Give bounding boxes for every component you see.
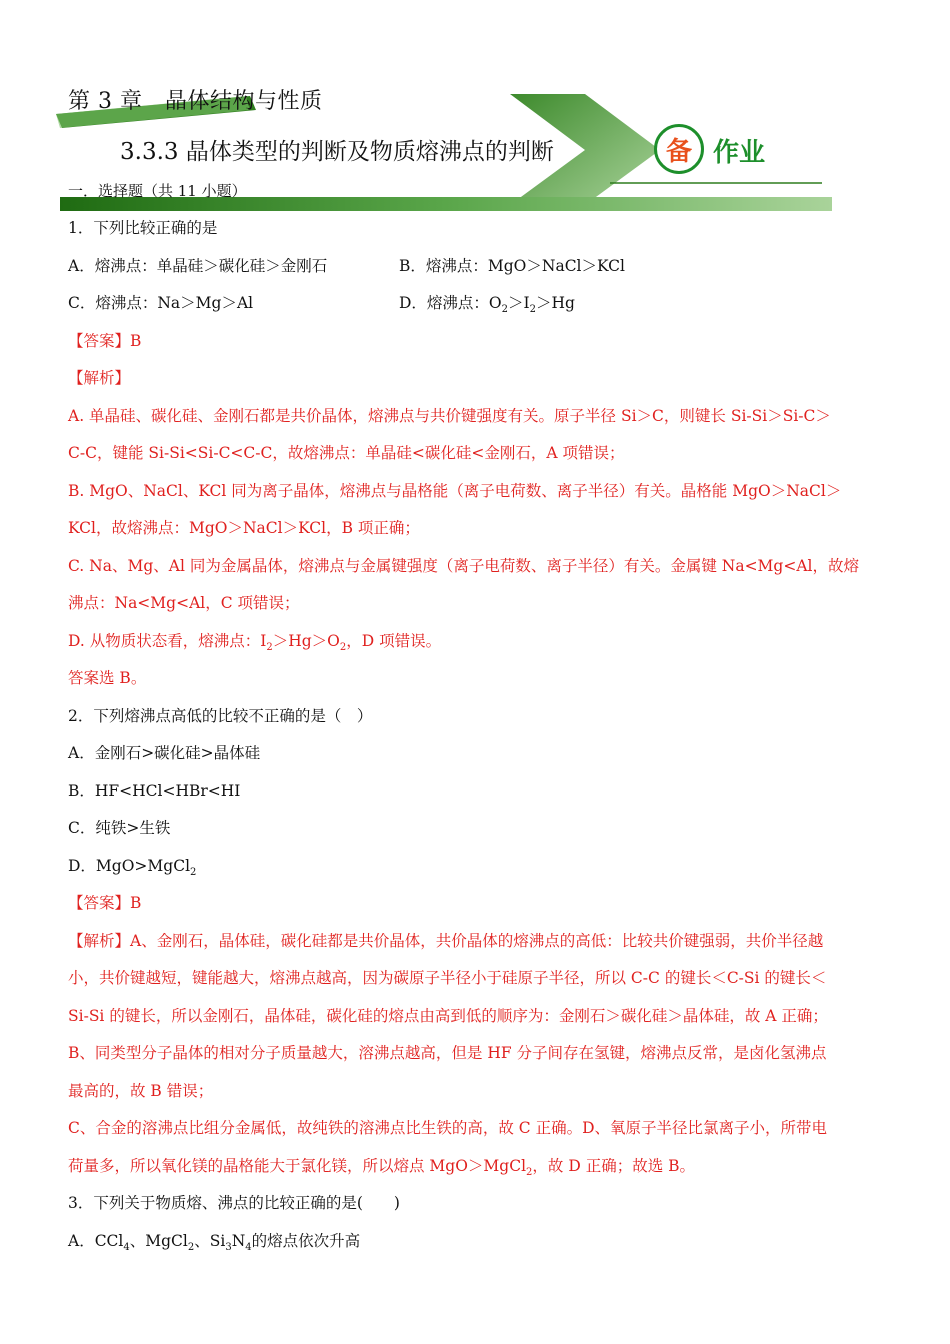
q1-analysis-line: KCl，故熔沸点：MgO＞NaCl＞KCl，B 项正确；: [68, 519, 420, 537]
q1-options-row2: [68, 285, 883, 323]
q1-analysis-line: 沸点：Na<Mg<Al，C 项错误；: [68, 594, 300, 612]
q2-analysis-line: B、同类型分子晶体的相对分子质量越大，溶沸点越高，但是 HF 分子间存在氢键，熔沸点反常，是卤化氢沸点: [68, 1044, 827, 1062]
q1-answer: 【答案】B: [68, 331, 142, 350]
q1-stem: 1．下列比较正确的是: [68, 219, 218, 237]
section-title: 3.3.3 晶体类型的判断及物质熔沸点的判断: [120, 139, 554, 165]
q2-option-c: C．纯铁>生铁: [68, 819, 171, 837]
question-type-heading: 一．选择题（共 11 小题）: [68, 182, 247, 200]
q2-answer: 【答案】B: [68, 894, 142, 912]
q3-stem: 3．下列关于物质熔、沸点的比较正确的是( ): [68, 1194, 400, 1212]
q1-options-row1: [68, 248, 883, 286]
q1-option-a: A．熔沸点：单晶硅＞碳化硅＞金刚石: [68, 256, 328, 275]
q2-analysis-line: C、合金的溶沸点比组分金属低，故纯铁的溶沸点比生铁的高，故 C 正确。D、氧原子半径比氯离子小，所带电: [68, 1119, 828, 1137]
q1-analysis-line: A. 单晶硅、碳化硅、金刚石都是共价晶体，熔沸点与共价键强度有关。原子半径 Si＞C，则键长 Si-Si＞Si-C＞: [68, 406, 831, 425]
q3-option-a: A．CCl$_4$、MgCl$_2$、$Si_3N_4$的熔点依次升高: [68, 1231, 361, 1253]
q1-analysis-line: B. MgO、NaCl、KCl 同为离子晶体，熔沸点与晶格能（离子电荷数、离子半径）有关。晶格能 MgO＞NaCl＞: [68, 481, 842, 500]
q1-analysis-line: D. 从物质状态看，熔沸点：$I_2>Hg>O_2$，D 项错误。: [68, 631, 442, 653]
q2-analysis-line: 最高的，故 B 错误；: [68, 1081, 214, 1100]
q2-analysis-line: 荷量多，所以氧化镁的晶格能大于氯化镁，所以熔点 MgO＞MgCl$_2$，故 D 正确；故选 B。: [68, 1156, 696, 1178]
q2-option-d: D．MgO>MgCl$_2$: [68, 856, 197, 878]
badge-icon: [654, 124, 704, 174]
q1-option-b: B．熔沸点：MgO＞NaCl＞KCl: [399, 256, 625, 275]
q1-analysis-label: 【解析】: [68, 369, 131, 387]
chapter-title: 第 3 章 晶体结构与性质: [68, 89, 323, 114]
q2-analysis-line: 【解析】A、金刚石，晶体硅，碳化硅都是共价晶体，共价晶体的熔沸点的高低：比较共价键强弱，共价半径越: [68, 931, 824, 950]
q2-option-b: B．HF<HCl<HBr<HI: [68, 781, 241, 800]
q2-stem: 2．下列熔沸点高低的比较不正确的是（ ）: [68, 706, 373, 725]
q1-analysis-line: C. Na、Mg、Al 同为金属晶体，熔沸点与金属键强度（离子电荷数、离子半径）有关。金属键 Na<Mg<Al，故熔: [68, 556, 859, 575]
q1-analysis-line: C-C，键能 Si-Si<Si-C<C-C，故熔沸点：单晶硅<碳化硅<金刚石，A 项错误；: [68, 444, 625, 462]
q2-analysis-line: 小，共价键越短，键能越大，熔沸点越高，因为碳原子半径小于硅原子半径，所以 C-C 的键长＜C-Si 的键长＜: [68, 969, 827, 987]
badge-char: 备: [665, 136, 692, 167]
q2-option-a: A．金刚石>碳化硅>晶体硅: [68, 744, 261, 762]
badge-label: 作业: [713, 138, 766, 168]
page-header: [0, 0, 950, 215]
document-body: [68, 210, 883, 1260]
q2-analysis-line: Si-Si 的键长，所以金刚石，晶体硅，碳化硅的熔点由高到低的顺序为：金刚石＞碳化硅＞晶体硅，故 A 正确；: [68, 1006, 828, 1025]
q1-conclusion: 答案选 B。: [68, 669, 147, 687]
q1-option-c: C．熔沸点：Na＞Mg＞Al: [68, 294, 254, 312]
q1-option-d: D．熔沸点：$O_2>I_2>Hg$: [399, 294, 575, 316]
